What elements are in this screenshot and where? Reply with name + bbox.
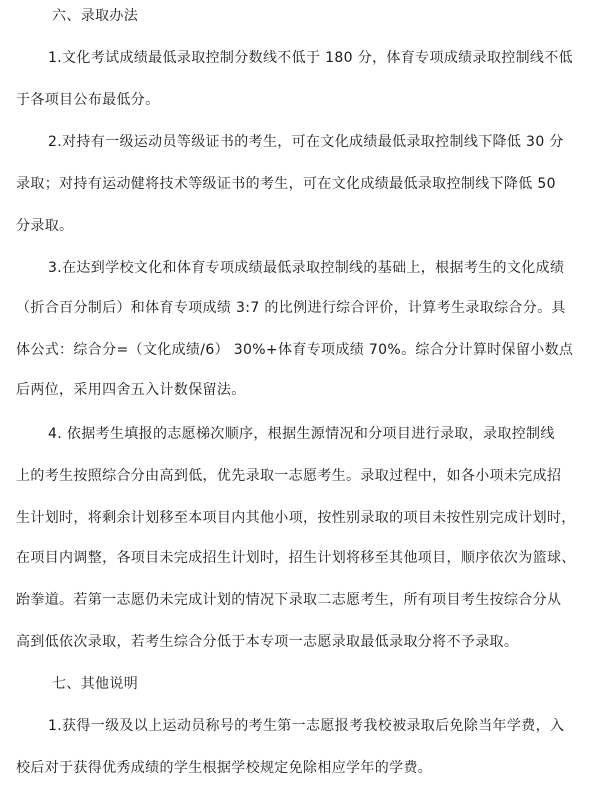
paragraph-line: 后两位，采用四舍五入计数保留法。 — [16, 382, 246, 398]
paragraph-line: 4. 依据考生填报的志愿梯次顺序，根据生源情况和分项目进行录取，录取控制线 — [48, 426, 555, 442]
paragraph-line: 录取；对持有运动健将技术等级证书的考生，可在文化成绩最低录取控制线下降低 50 — [16, 176, 556, 192]
paragraph-line: 在项目内调整，各项目未完成招生计划时，招生计划将移至其他项目，顺序依次为篮球、 — [16, 550, 576, 566]
paragraph-line: （折合百分制后）和体育专项成绩 3:7 的比例进行综合评价，计算考生录取综合分。具 — [16, 300, 566, 316]
section-heading-other-notes: 七、其他说明 — [52, 676, 139, 692]
paragraph-line: 校后对于获得优秀成绩的学生根据学校规定免除相应学年的学费。 — [16, 760, 433, 776]
paragraph-line: 1.文化考试成绩最低录取控制分数线不低于 180 分，体育专项成绩录取控制线不低 — [48, 50, 573, 66]
paragraph-line: 于各项目公布最低分。 — [16, 92, 160, 108]
paragraph-line: 跆拳道。若第一志愿仍未完成计划的情况下录取二志愿考生，所有项目考生按综合分从 — [16, 592, 562, 608]
paragraph-line: 3.在达到学校文化和体育专项成绩最低录取控制线的基础上，根据考生的文化成绩 — [48, 260, 565, 276]
paragraph-line: 上的考生按照综合分由高到低，优先录取一志愿考生。录取过程中，如各小项未完成招 — [16, 468, 562, 484]
paragraph-line: 2.对持有一级运动员等级证书的考生，可在文化成绩最低录取控制线下降低 30 分 — [48, 134, 564, 150]
section-heading-admission-method: 六、录取办法 — [52, 8, 139, 24]
paragraph-line: 生计划时，将剩余计划移至本项目内其他小项，按性别录取的项目未按性别完成计划时， — [16, 510, 576, 526]
paragraph-line: 高到低依次录取，若考生综合分低于本专项一志愿录取最低录取分将不予录取。 — [16, 634, 519, 650]
paragraph-line: 1.获得一级及以上运动员称号的考生第一志愿报考我校被录取后免除当年学费，入 — [48, 718, 565, 734]
paragraph-line: 分录取。 — [16, 218, 74, 234]
paragraph-line: 体公式：综合分=（文化成绩/6） 30%+体育专项成绩 70%。综合分计算时保留小数点 — [16, 342, 574, 358]
